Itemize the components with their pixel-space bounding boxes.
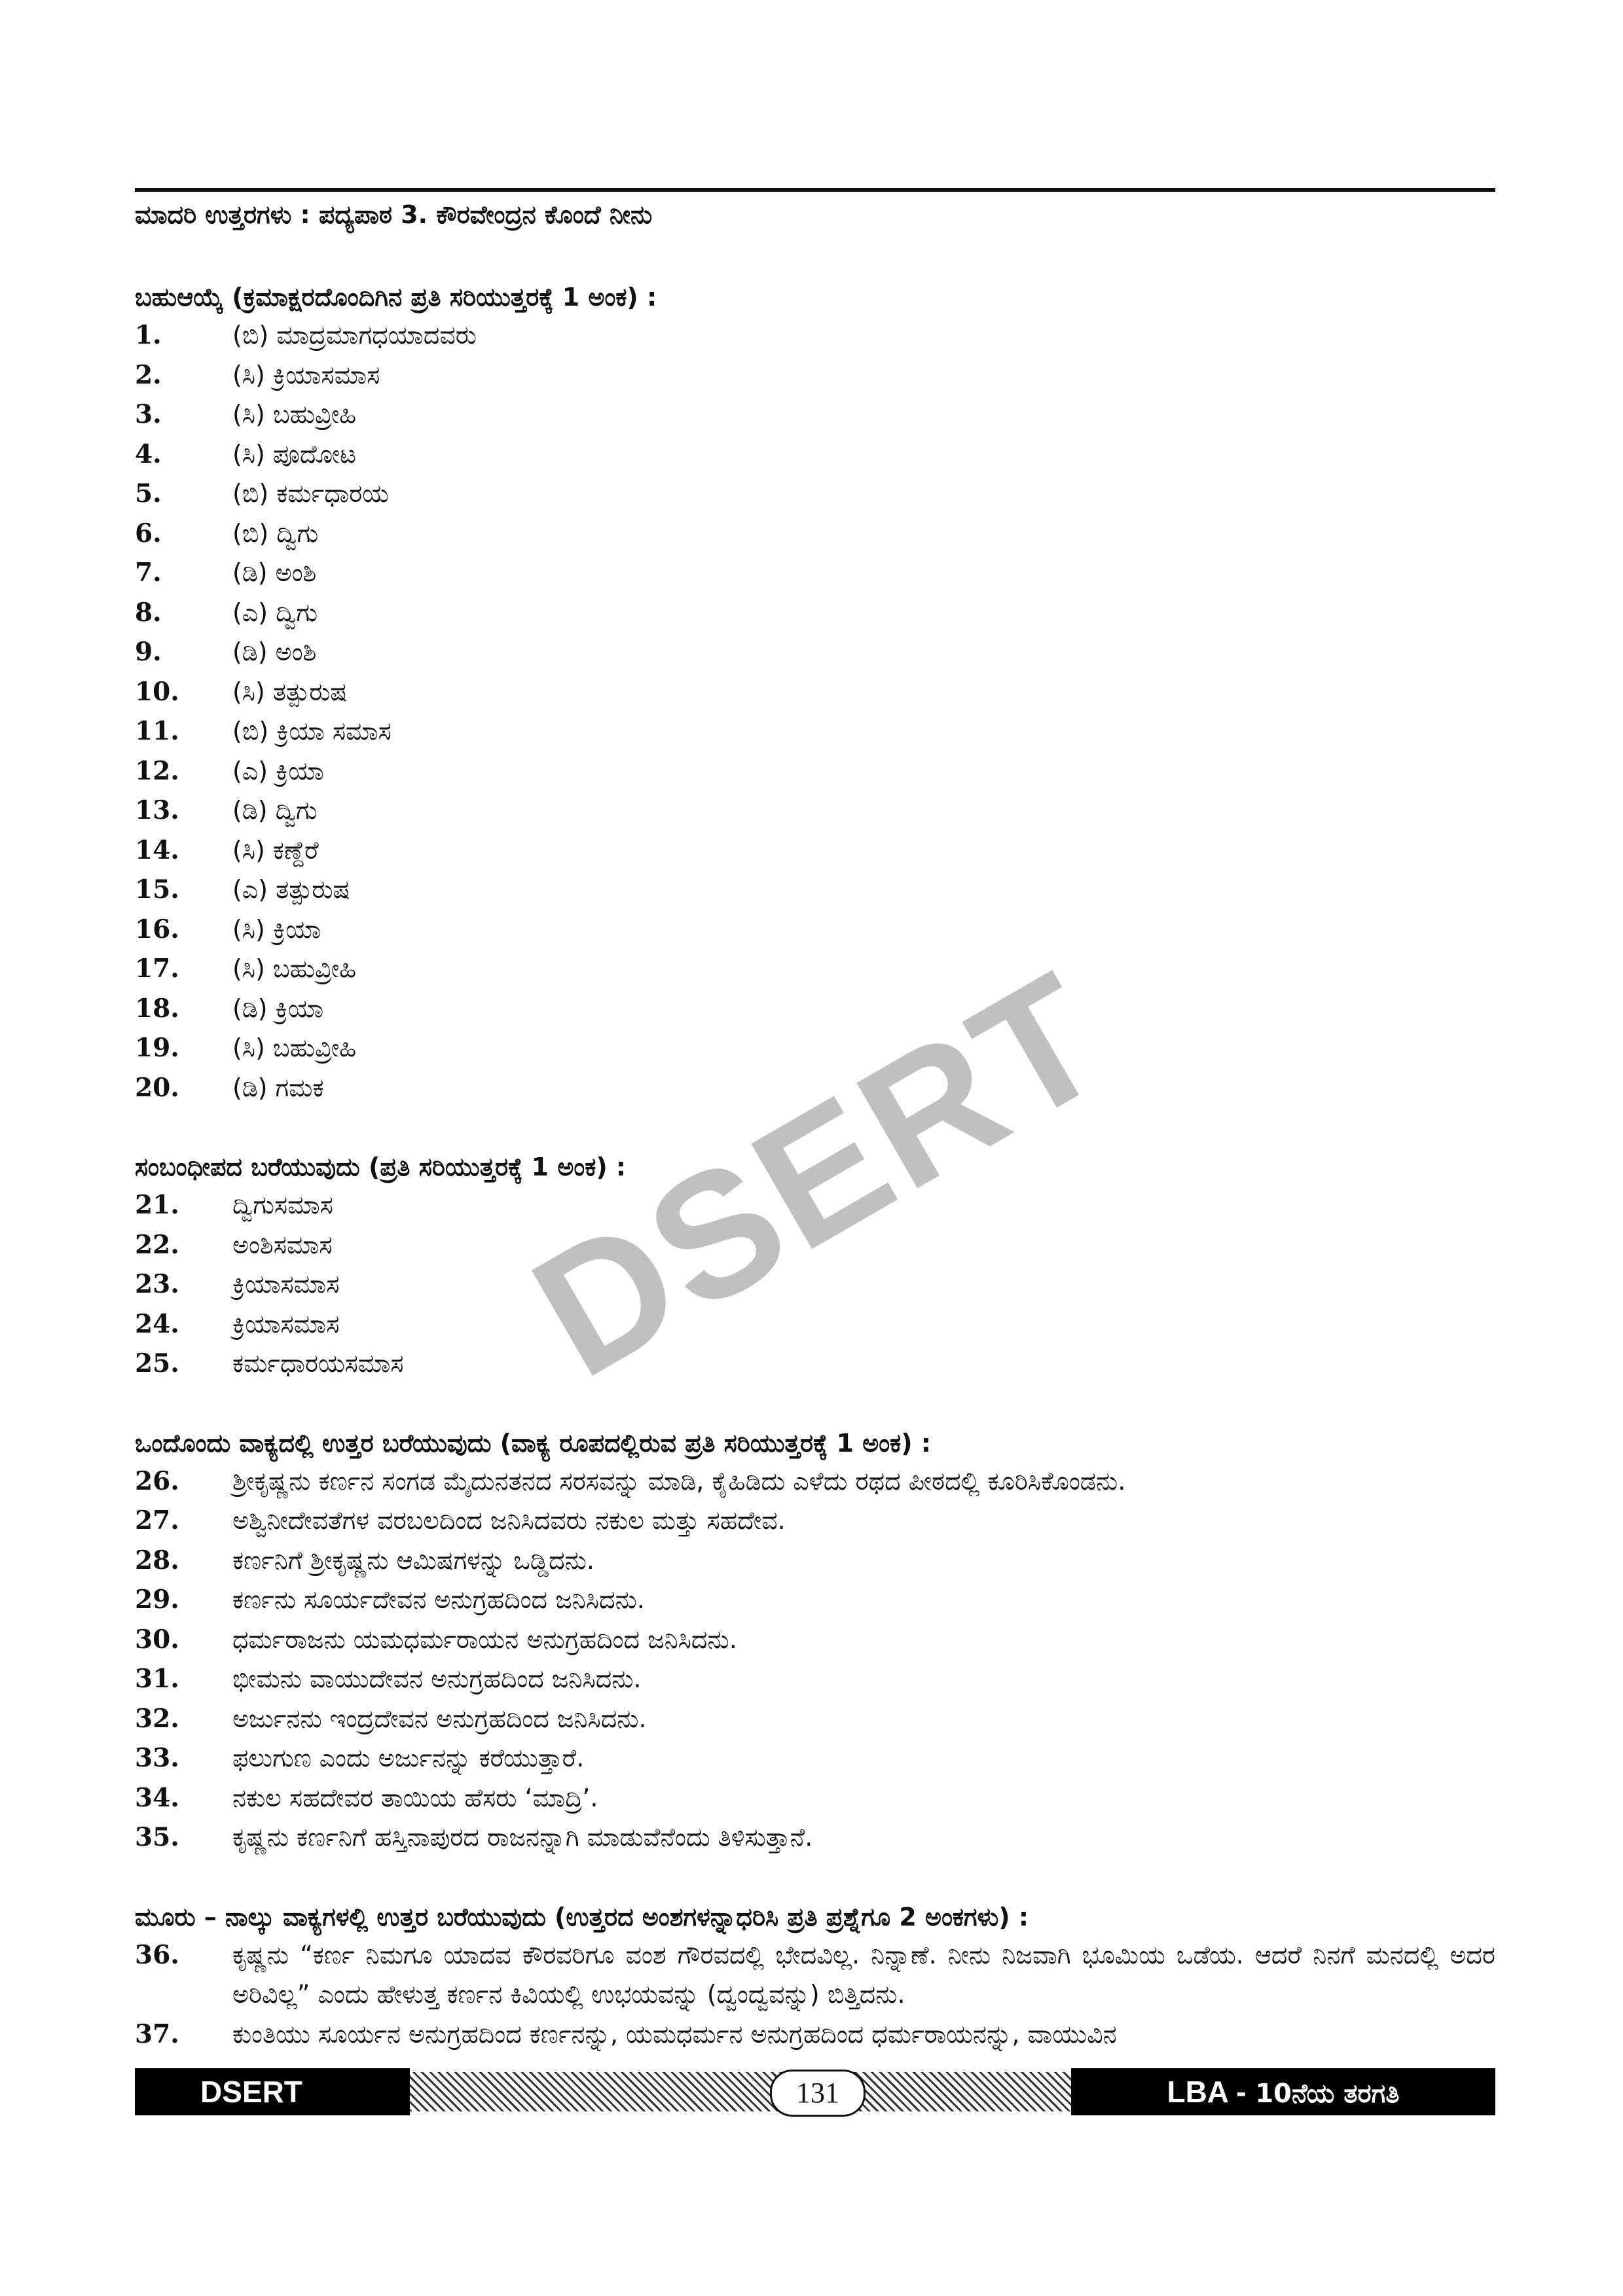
answer-text: (ಸಿ) ಬಹುವ್ರೀಹಿ <box>232 954 357 983</box>
question-number: 6. <box>135 518 162 548</box>
section-heading: ಸಂಬಂಧೀಪದ ಬರೆಯುವುದು (ಪ್ರತಿ ಸರಿಯುತ್ತರಕ್ಕೆ 1 ಅಂಕ) : <box>135 1153 627 1181</box>
footer-grade: 10ನೆಯ ತರಗತಿ <box>1246 2079 1400 2109</box>
answer-row <box>135 1778 1495 1818</box>
question-number: 3. <box>135 399 162 429</box>
question-number: 25. <box>135 1348 179 1378</box>
question-number: 21. <box>135 1190 179 1220</box>
answer-text: (ಬಿ) ದ್ವಿಗು <box>232 518 319 548</box>
answer-row <box>135 1699 1495 1739</box>
answer-row <box>135 791 1495 831</box>
question-number: 30. <box>135 1624 179 1655</box>
answer-text: ಕ್ರಿಯಾಸಮಾಸ <box>232 1270 340 1299</box>
answer-text: ಭೀಮನು ವಾಯುದೇವನ ಅನುಗ್ರಹದಿಂದ ಜನಿಸಿದನು. <box>232 1664 642 1693</box>
answer-row <box>135 949 1495 989</box>
question-number: 5. <box>135 478 162 509</box>
section-gap <box>135 1857 1495 1899</box>
answer-text: (ಸಿ) ಬಹುವ್ರೀಹಿ <box>232 400 357 429</box>
footer-class-label <box>1071 2068 1495 2115</box>
answer-row <box>135 1304 1495 1344</box>
answer-text: ಅರ್ಜುನನು ಇಂದ್ರದೇವನ ಅನುಗ್ರಹದಿಂದ ಜನಿಸಿದನು. <box>232 1704 647 1733</box>
page-content <box>135 196 1495 2054</box>
question-number: 18. <box>135 993 179 1024</box>
page-title: ಮಾದರಿ ಉತ್ತರಗಳು : ಪದ್ಯಪಾಠ 3. ಕೌರವೇಂದ್ರನ ಕೊಂದೆ ನೀನು <box>135 200 653 229</box>
answer-row <box>135 870 1495 910</box>
answer-row <box>135 632 1495 672</box>
question-number: 16. <box>135 914 179 944</box>
question-number: 7. <box>135 558 162 588</box>
question-number: 34. <box>135 1782 179 1813</box>
footer-publisher: DSERT <box>135 2068 410 2115</box>
answer-text: (ಸಿ) ತತ್ಪುರುಷ <box>232 677 348 706</box>
answer-row <box>135 1620 1495 1660</box>
answer-row <box>135 2015 1495 2054</box>
answer-row <box>135 474 1495 514</box>
section-heading: ಮೂರು – ನಾಲ್ಕು ವಾಕ್ಯಗಳಲ್ಲಿ ಉತ್ತರ ಬರೆಯುವುದು (ಉತ್ತರದ ಅಂಶಗಳನ್ನಾಧರಿಸಿ ಪ್ರತಿ ಪ್ರಶ್ನೆಗೂ 2 ಅಂಕಗಳು) : <box>135 1902 1029 1931</box>
answer-row <box>135 514 1495 554</box>
answer-text: (ಬಿ) ಕ್ರಿಯಾ ಸಮಾಸ <box>232 717 392 745</box>
answer-text: ಫಲುಗುಣ ಎಂದು ಅರ್ಜುನನ್ನು ಕರೆಯುತ್ತಾರೆ. <box>232 1744 585 1772</box>
answer-text: (ಸಿ) ಪೂದೋಟ <box>232 439 356 469</box>
question-number: 2. <box>135 359 162 390</box>
answer-text: ದ್ವಿಗುಸಮಾಸ <box>232 1191 333 1219</box>
answer-text: (ಎ) ದ್ವಿಗು <box>232 598 318 627</box>
section-gap <box>135 1107 1495 1149</box>
answer-row <box>135 910 1495 950</box>
answer-text: (ಸಿ) ಕ್ರಿಯಾಸಮಾಸ <box>232 360 380 389</box>
answer-text: ಅಶ್ವಿನೀದೇವತೆಗಳ ವರಬಲದಿಂದ ಜನಿಸಿದವರು ನಕುಲ ಮತ್ತು ಸಹದೇವ. <box>232 1506 786 1535</box>
section-heading: ಬಹುಆಯ್ಕೆ (ಕ್ರಮಾಕ್ಷರದೊಂದಿಗಿನ ಪ್ರತಿ ಸರಿಯುತ್ತರಕ್ಕೆ 1 ಅಂಕ) : <box>135 283 657 312</box>
answer-text: ಕುಂತಿಯು ಸೂರ್ಯನ ಅನುಗ್ರಹದಿಂದ ಕರ್ಣನನ್ನು, ಯಮಧರ್ಮನ ಅನುಗ್ರಹದಿಂದ ಧರ್ಮರಾಯನನ್ನು, ವಾಯುವಿನ <box>232 2019 1117 2049</box>
page-number: 131 <box>770 2070 866 2117</box>
answer-text: ಕರ್ಮಧಾರಯಸಮಾಸ <box>232 1349 404 1378</box>
answer-text: ಶ್ರೀಕೃಷ್ಣನು ಕರ್ಣನ ಸಂಗಡ ಮೈದುನತನದ ಸರಸವನ್ನು ಮಾಡಿ, ಕೈಹಿಡಿದು ಎಳೆದು ರಥದ ಪೀಠದಲ್ಲಿ ಕೂರಿಸಿಕೊಂಡನು. <box>232 1466 1126 1496</box>
answer-row <box>135 1580 1495 1620</box>
answer-text: (ಬಿ) ಕರ್ಮಧಾರಯ <box>232 479 389 508</box>
question-number: 8. <box>135 597 162 628</box>
answer-text: ಕ್ರಿಯಾಸಮಾಸ <box>232 1309 340 1338</box>
answer-row <box>135 1541 1495 1581</box>
question-number: 35. <box>135 1822 179 1852</box>
question-number: 24. <box>135 1308 179 1339</box>
answer-row <box>135 1225 1495 1265</box>
answer-row <box>135 1068 1495 1108</box>
question-number: 9. <box>135 637 162 667</box>
answer-row <box>135 1344 1495 1384</box>
answer-row <box>135 315 1495 355</box>
question-number: 22. <box>135 1229 179 1260</box>
answer-row <box>135 1265 1495 1304</box>
answer-row <box>135 435 1495 475</box>
answer-row <box>135 355 1495 395</box>
answer-text: (ಡಿ) ಕ್ರಿಯಾ <box>232 994 324 1023</box>
answer-text: (ಡಿ) ಗಮಕ <box>232 1073 324 1102</box>
question-number: 15. <box>135 874 179 905</box>
question-number: 36. <box>135 1939 179 1970</box>
question-number: 1. <box>135 320 162 350</box>
answer-text: (ಎ) ಕ್ರಿಯಾ <box>232 756 324 785</box>
answer-text: ನಕುಲ ಸಹದೇವರ ತಾಯಿಯ ಹೆಸರು ‘ಮಾದ್ರಿ’. <box>232 1783 598 1812</box>
question-number: 17. <box>135 954 179 984</box>
answer-row <box>135 1185 1495 1225</box>
question-number: 32. <box>135 1703 179 1734</box>
question-number: 10. <box>135 676 179 707</box>
page-footer <box>135 2068 1495 2115</box>
question-number: 37. <box>135 2018 179 2049</box>
question-number: 31. <box>135 1664 179 1694</box>
footer-lba: LBA - <box>1167 2075 1247 2109</box>
answer-text: (ಎ) ತತ್ಪುರುಷ <box>232 875 350 904</box>
section-gap <box>135 1384 1495 1425</box>
question-number: 23. <box>135 1269 179 1299</box>
question-number: 20. <box>135 1072 179 1103</box>
answer-text: ಕರ್ಣನಿಗೆ ಶ್ರೀಕೃಷ್ಣನು ಆಮಿಷಗಳನ್ನು ಒಡ್ಡಿದನು. <box>232 1545 594 1575</box>
answer-row <box>135 672 1495 712</box>
footer-hatch-band <box>410 2072 1071 2111</box>
question-number: 26. <box>135 1465 179 1496</box>
section-heading: ಒಂದೊಂದು ವಾಕ್ಯದಲ್ಲಿ ಉತ್ತರ ಬರೆಯುವುದು (ವಾಕ್ಯ ರೂಪದಲ್ಲಿರುವ ಪ್ರತಿ ಸರಿಯುತ್ತರಕ್ಕೆ 1 ಅಂಕ) : <box>135 1428 932 1458</box>
watermark: DSERT <box>502 934 1137 1415</box>
top-rule <box>135 188 1495 192</box>
answer-text: ಧರ್ಮರಾಜನು ಯಮಧರ್ಮರಾಯನ ಅನುಗ್ರಹದಿಂದ ಜನಿಸಿದನು. <box>232 1624 737 1654</box>
answer-text: (ಸಿ) ಕಣ್ದೆರೆ <box>232 835 319 865</box>
answer-text: (ಸಿ) ಬಹುವ್ರೀಹಿ <box>232 1033 357 1062</box>
answer-row <box>135 751 1495 791</box>
answer-row <box>135 1818 1495 1857</box>
answer-row <box>135 831 1495 870</box>
question-number: 13. <box>135 795 179 825</box>
answer-row <box>135 711 1495 751</box>
answer-text: (ಡಿ) ದ್ವಿಗು <box>232 796 318 825</box>
answer-text: ಕರ್ಣನು ಸೂರ್ಯದೇವನ ಅನುಗ್ರಹದಿಂದ ಜನಿಸಿದನು. <box>232 1585 645 1614</box>
question-number: 29. <box>135 1585 179 1615</box>
question-number: 28. <box>135 1545 179 1575</box>
question-number: 33. <box>135 1743 179 1773</box>
answer-text: (ಡಿ) ಅಂಶಿ <box>232 637 317 666</box>
answer-row <box>135 593 1495 633</box>
answer-text: ಕೃಷ್ಣನು “ಕರ್ಣ ನಿಮಗೂ ಯಾದವ ಕೌರವರಿಗೂ ವಂಶ ಗೌರವದಲ್ಲಿ ಭೇದವಿಲ್ಲ. ನಿನ್ನಾಣೆ. ನೀನು ನಿಜವಾಗಿ ಭೂಮಿಯ ಒಡೆಯ. ಆದರೆ ನಿನಗೆ ಮನದಲ್ಲಿ ಅದರ ಅರಿವಿಲ್ಲ” ಎಂದು ಹೇಳುತ್ತ ಕರ್ಣನ ಕಿವಿಯಲ್ಲಿ ಉಭಯವನ್ನು (ದ್ವಂದ್ವವನ್ನು) ಬಿತ್ತಿದನು. <box>232 1940 1495 2009</box>
question-number: 4. <box>135 439 162 469</box>
answer-row <box>135 1659 1495 1699</box>
answer-row <box>135 1738 1495 1778</box>
question-number: 12. <box>135 755 179 786</box>
answer-row <box>135 989 1495 1029</box>
question-number: 14. <box>135 834 179 865</box>
answer-text: (ಡಿ) ಅಂಶಿ <box>232 558 317 587</box>
answer-text: ಅಂಶಿಸಮಾಸ <box>232 1230 333 1259</box>
answer-row <box>135 395 1495 435</box>
answer-text: (ಬಿ) ಮಾದ್ರಮಾಗಧಯಾದವರು <box>232 321 477 350</box>
answer-sections <box>135 279 1495 2054</box>
answer-row <box>135 553 1495 593</box>
answer-row <box>135 1935 1495 2015</box>
answer-row <box>135 1462 1495 1501</box>
answer-row <box>135 1501 1495 1541</box>
question-number: 11. <box>135 716 179 746</box>
answer-text: ಕೃಷ್ಣನು ಕರ್ಣನಿಗೆ ಹಸ್ತಿನಾಪುರದ ರಾಜನನ್ನಾಗಿ ಮಾಡುವೆನೆಂದು ತಿಳಿಸುತ್ತಾನೆ. <box>232 1823 813 1852</box>
question-number: 19. <box>135 1033 179 1063</box>
answer-row <box>135 1028 1495 1068</box>
question-number: 27. <box>135 1505 179 1535</box>
answer-text: (ಸಿ) ಕ್ರಿಯಾ <box>232 914 321 944</box>
